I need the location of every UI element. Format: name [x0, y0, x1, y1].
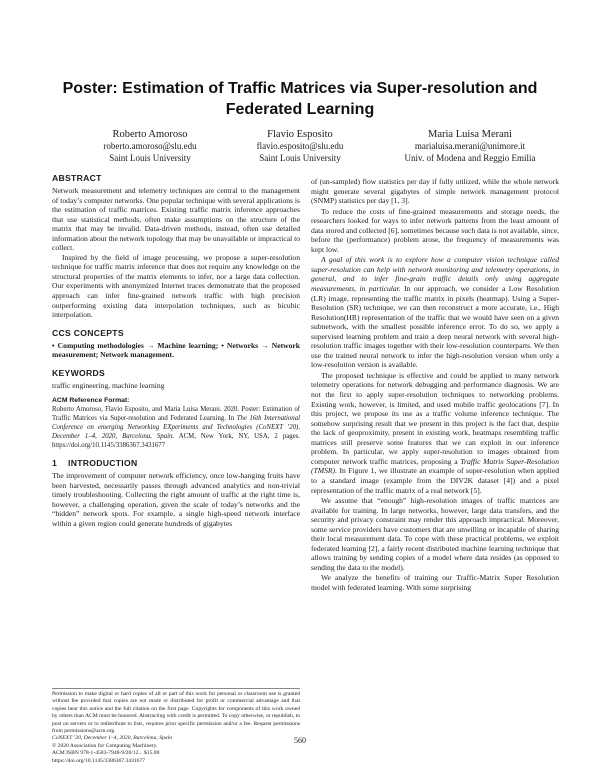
- abstract-paragraph: Inspired by the field of image processing, we propose a super-resolution technique for traffic matrix inference that does not require any knowledge on the structural properties of the matrix elements to infer, nor a large data collection. Our experiments with anonymized Internet traces demonstrate that the proposed approach can infer fine-grained network traffic with high precision outperforming existing data interpolation techniques, such as bicubic interpolation.: [52, 252, 300, 320]
- section-title: INTRODUCTION: [68, 458, 138, 469]
- technique-text: The proposed technique is effective and could be applied to many network telemetry operations for network debugging and performance diagnosis. We are not the first to apply super-resolution techniques to networking problems. Existing work, however, is limited, and used mobile traffic geolocations [7]. In this project, we propose its use as a traffic volume inference technique. The somehow surprising result that we present in this project is the fact that, despite the lack of geoproximity, present in existing work, heatmaps resembling traffic matrices still preserve some features that we can exploit in our inference problem. In particular, we apply super-resolution to images obtained from computer network traffic matrices, proposing a: [311, 370, 559, 466]
- ccs-text: • Computing methodologies → Machine learning; • Networks → Network measurement; Network management.: [52, 340, 300, 360]
- permission-text: Permission to make digital or hard copies of all or part of this work for personal or classroom use is granted without fee provided that copies are not made or distributed for profit or commercial advantage and that copies bear this notice and the full citation on the first page. Copyrights for components of this work owned by others than ACM must be honored. Abstracting with credit is permitted. To copy otherwise, or republish, to post on servers or to redistribute to lists, requires prior specific permission and/or a fee. Request permissions from permissions@acm.org.: [52, 691, 300, 735]
- acm-reference-authors: Roberto Amoroso, Flavio Esposito, and Maria Luisa Merani. 2020. Poster: Estimation of Traffic Matrices via Super-resolution and Federated Learning. In: [52, 406, 300, 423]
- isbn-line: ACM ISBN 978-1-4503-7948-9/20/12... $15.00: [52, 750, 160, 757]
- body-paragraph: of (un-sampled) flow statistics per day if fully utilized, while the whole network might generate several gigabytes of simple network management protocol (SNMP) statistics per day [1, 3].: [311, 177, 559, 206]
- paper-title: Poster: Estimation of Traffic Matrices via Super-resolution and Federated Learning: [62, 80, 538, 118]
- ccs-heading: CCS CONCEPTS: [52, 327, 124, 338]
- author-name: Flavio Esposito: [267, 129, 333, 140]
- introduction-heading: [52, 458, 300, 469]
- acm-reference-doi: ACM, New York, NY, USA, 2 pages. https://doi.org/10.1145/3386367.3431677: [52, 433, 301, 450]
- copyright-line: © 2020 Association for Computing Machinery.: [52, 742, 158, 749]
- left-column: [52, 173, 300, 529]
- author-name: Maria Luisa Merani: [428, 129, 512, 140]
- body-paragraph: To reduce the costs of fine-grained measurements and storage needs, the researchers looked for ways to infer network patterns from the least amount of data stored and collected [6], sometimes because such data is not available, since, before the (performance) problem arose, the frequency of measurements was kept low.: [311, 206, 559, 254]
- tmsr-term: Traffic Matrix Super-Resolution (TMSR): [311, 456, 559, 476]
- permission-footnote: [52, 688, 300, 765]
- acm-reference-heading: ACM Reference Format:: [52, 397, 130, 405]
- author-3: [370, 128, 570, 164]
- approach-text: In our approach, we consider a Low Resolution (LR) image, representing the traffic matrix in pixels (heatmap). Using a Super-Resolution (SR) technique, we can then reconstruct a more accurate, i.e., High Resolution(HR) representation of the traffic that we would have seen on a given subnetwork, with the smallest possible inference error. To do so, we apply a supervised learning problem and train a deep neural network with several high-resolution traffic images together with their low-resolution counterparts. We then use the trained neural network to infer the high-resolution version when only a low-resolution version is available.: [311, 284, 559, 370]
- body-paragraph: [311, 255, 559, 370]
- page-number: 560: [294, 736, 306, 745]
- doi-line: https://doi.org/10.1145/3386367.3431677: [52, 757, 146, 764]
- author-name: Roberto Amoroso: [112, 129, 188, 140]
- author-affiliation: Saint Louis University: [109, 152, 191, 163]
- goal-statement: A goal of this work is to explore how a computer vision technique called super-resolution can help with network monitoring and telemetry operations, in general, and to infer fine-grain traffic details only using aggregate measurements, in particular.: [311, 255, 559, 294]
- right-column: [311, 177, 559, 593]
- acm-reference: [52, 405, 300, 450]
- author-email: flavio.esposito@slu.edu: [256, 141, 344, 151]
- figure-text: . In Figure 1, we illustrate an example of super-resolution when applied to a standard image (example from the DIV2K dataset [4]) and a pixel representation of the traffic matrix of a real network [5].: [311, 466, 559, 495]
- conference-line: CoNEXT ’20, December 1–4, 2020, Barcelona, Spain: [52, 735, 172, 742]
- keywords-heading: KEYWORDS: [52, 367, 106, 378]
- author-email: marialuisa.merani@unimore.it: [414, 141, 526, 151]
- body-paragraph: We analyze the benefits of training our Traffic-Matrix Super Resolution model with federated learning. With some surprising: [311, 573, 559, 592]
- acm-reference-venue: The 16th International Conference on emerging Networking EXperiments and Technologies (CoNEXT ’20), December 1–4, 2020, Barcelona, Spain.: [52, 415, 300, 441]
- abstract-paragraph: Network measurement and telemetry techniques are central to the management of today’s computer networks. One popular technique with several applications is the estimation of traffic matrices. Existing traffic matrix inference approaches that use statistical methods, often make assumptions on the structure of the matrix that may be invalid. Data-driven methods, instead, often use detailed information about the network topology that may be unavailable or impractical to collect.: [52, 186, 300, 253]
- author-affiliation: Univ. of Modena and Reggio Emilia: [404, 152, 536, 163]
- author-2: [220, 128, 380, 164]
- intro-paragraph: The improvement of computer network efficiency, once low-hanging fruits have been harvested, necessarily passes through advanced analytics and non-trivial timely troubleshooting. Collecting the right amount of traffic at the right time is, however, a challenging operation, given the scale of today’s networks and the “hidden” network spots. For example, a single high-speed network interface within a given region could generate hundreds of gigabytes: [52, 471, 300, 529]
- keywords-text: traffic engineering, machine learning: [52, 380, 165, 390]
- author-1: [70, 128, 230, 164]
- section-number: 1: [52, 458, 58, 469]
- author-email: roberto.amoroso@slu.edu: [103, 141, 197, 151]
- body-paragraph: [311, 371, 559, 495]
- author-affiliation: Saint Louis University: [259, 152, 341, 163]
- abstract-heading: ABSTRACT: [52, 173, 102, 183]
- body-paragraph: We assume that “enough” high-resolution images of traffic matrices are available for training. In large networks, however, large data transfers, and the security and privacy constraint may render this approach impractical. Moreover, some service providers have customers that are unwilling or incapable of sharing their local measurement data. To cope with these practical problems, we exploit federated learning [2], a fairly recent distributed machine learning technique that allows training by sending copies of a model where data resides (as opposed to sending the data to the model).: [311, 496, 559, 572]
